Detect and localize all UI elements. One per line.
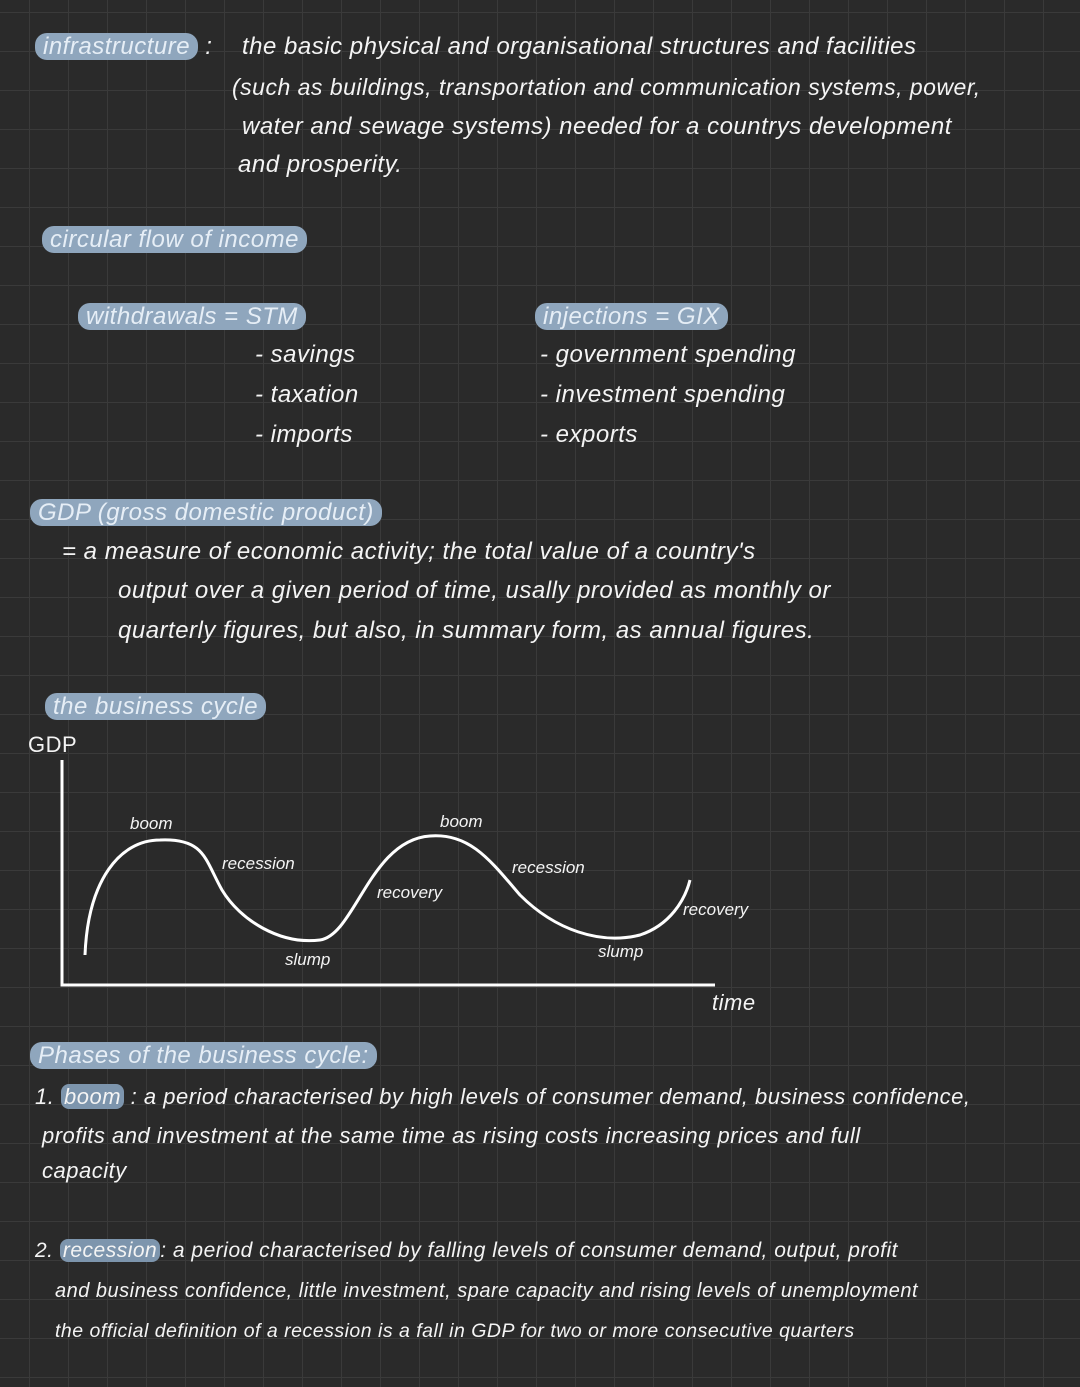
phase-label: boom xyxy=(440,812,483,831)
injection-item: - investment spending xyxy=(540,381,786,408)
phase-label: recovery xyxy=(683,900,749,919)
phases-heading: Phases of the business cycle: xyxy=(30,1041,377,1071)
phase-label: slump xyxy=(598,942,644,961)
y-axis-label: GDP xyxy=(28,732,78,757)
phase-label: slump xyxy=(285,950,331,969)
withdrawals-title: withdrawals = STM xyxy=(78,302,306,332)
recession-line: 2. recession : a period characterised by falling levels of consumer demand, output, profit xyxy=(35,1239,898,1262)
gdp-line: = a measure of economic activity; the total value of a country's xyxy=(62,538,756,565)
injection-item: - exports xyxy=(540,421,638,448)
boom-line: capacity xyxy=(42,1158,127,1183)
phase-label: boom xyxy=(130,814,173,833)
definition-line: and prosperity. xyxy=(238,151,403,178)
definition-line: the basic physical and organisational structures and facilities xyxy=(242,33,917,60)
withdrawal-item: - savings xyxy=(255,341,356,368)
withdrawal-item: - imports xyxy=(255,421,353,448)
business-cycle-heading: the business cycle xyxy=(45,692,266,722)
injection-item: - government spending xyxy=(540,341,796,368)
gdp-line: output over a given period of time, usally provided as monthly or xyxy=(118,577,831,604)
recession-line: the official definition of a recession is a fall in GDP for two or more consecutive quarters xyxy=(55,1320,855,1342)
withdrawal-item: - taxation xyxy=(255,381,359,408)
boom-line: 1. boom : a period characterised by high levels of consumer demand, business confidence, xyxy=(35,1084,971,1109)
circular-flow-heading: circular flow of income xyxy=(42,225,307,255)
phase-label: recession xyxy=(222,854,295,873)
definition-line: water and sewage systems) needed for a countrys development xyxy=(242,113,952,140)
boom-line: profits and investment at the same time as rising costs increasing prices and full xyxy=(42,1123,861,1148)
infrastructure-term: infrastructure : xyxy=(35,32,212,62)
injections-title: injections = GIX xyxy=(535,302,728,332)
recession-line: and business confidence, little investment, spare capacity and rising levels of unemployment xyxy=(55,1280,919,1302)
gdp-line: quarterly figures, but also, in summary form, as annual figures. xyxy=(118,617,815,644)
x-axis-label: time xyxy=(712,990,756,1015)
definition-line: (such as buildings, transportation and communication systems, power, xyxy=(232,74,981,100)
phase-label: recession xyxy=(512,858,585,877)
phase-label: recovery xyxy=(377,883,443,902)
gdp-heading: GDP (gross domestic product) xyxy=(30,498,382,528)
